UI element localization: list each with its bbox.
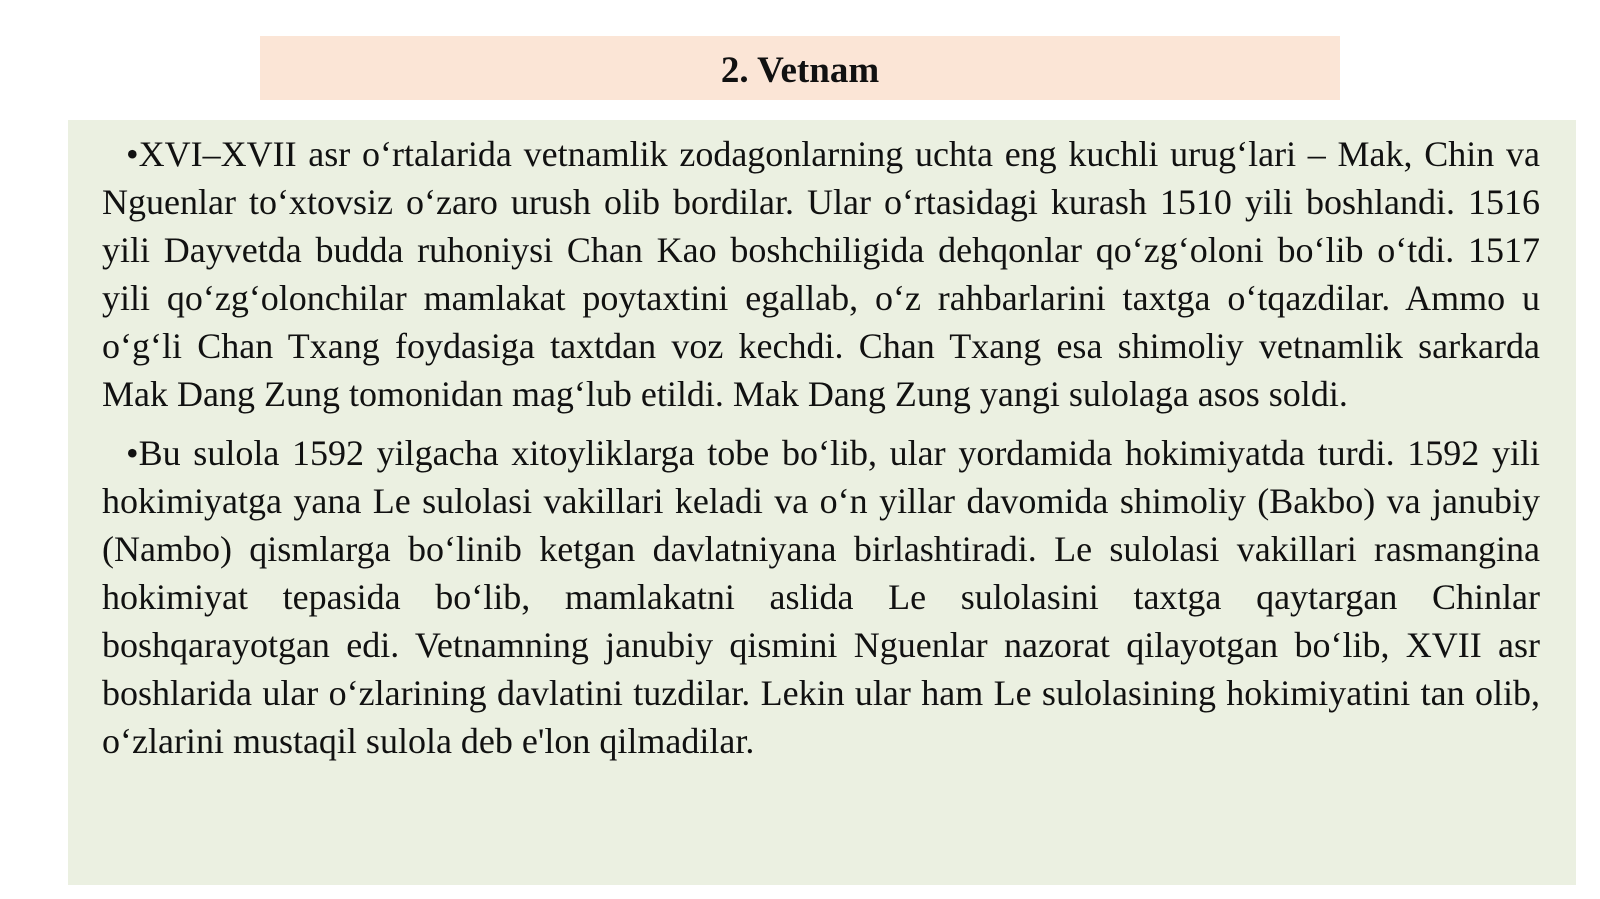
bullet-icon: • <box>126 433 139 473</box>
content-panel <box>68 120 1576 885</box>
paragraph-2 <box>102 429 1540 765</box>
bullet-icon: • <box>126 134 139 174</box>
paragraph-1 <box>102 130 1540 418</box>
paragraph-2-text: Bu sulola 1592 yilgacha xitoyliklarga tobe bo‘lib, ular yordamida hokimiyatda turdi. 1592 yili hokimiyatga yana Le sulolasi vakillari keladi va o‘n yillar davomida shimoliy (Bakbo) va janubiy (Nambo) qismlarga bo‘linib ketgan davlatniyana birlashtiradi. Le sulolasi vakillari rasmangina hokimiyat tepasida bo‘lib, mamlakatni aslida Le sulolasini taxtga qaytargan Chinlar boshqarayotgan edi. Vetnamning janubiy qismini Nguenlar nazorat qilayotgan bo‘lib, XVII asr boshlarida ular o‘zlarining davlatini tuzdilar. Lekin ular ham Le sulolasining hokimiyatini tan olib, o‘zlarini mustaqil sulola deb e'lon qilmadilar. <box>102 433 1540 761</box>
slide-title: 2. Vetnam <box>720 49 880 91</box>
paragraph-1-text: XVI–XVII asr o‘rtalarida vetnamlik zodagonlarning uchta eng kuchli urug‘lari – Mak, Chin va Nguenlar to‘xtovsiz o‘zaro urush olib bordilar. Ular o‘rtasidagi kurash 1510 yili boshlandi. 1516 yili Dayvetda budda ruhoniysi Chan Kao boshchiligida dehqonlar qo‘zg‘oloni bo‘lib o‘tdi. 1517 yili qo‘zg‘olonchilar mamlakat poytaxtini egallab, o‘z rahbarlarini taxtga o‘tqazdilar. Ammo u o‘g‘li Chan Txang foydasiga taxtdan voz kechdi. Chan Txang esa shimoliy vetnamlik sarkarda Mak Dang Zung tomonidan mag‘lub etildi. Mak Dang Zung yangi sulolaga asos soldi. <box>102 134 1540 414</box>
title-banner <box>260 36 1340 100</box>
